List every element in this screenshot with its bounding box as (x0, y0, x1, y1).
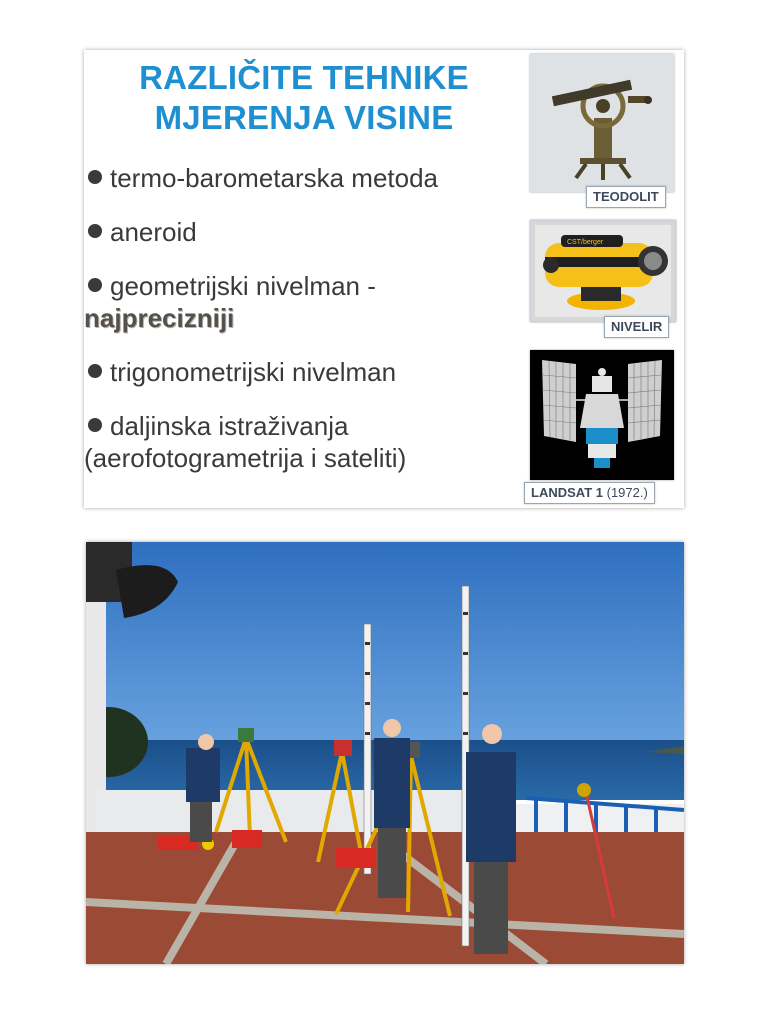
teodolit-image (530, 54, 674, 192)
bullet-dot-icon (88, 170, 102, 184)
caption-nivelir: NIVELIR (604, 316, 669, 338)
bullet-item (84, 216, 524, 248)
bullet-item (84, 410, 524, 474)
survey-team-photo-icon (86, 542, 684, 964)
caption-teodolit: TEODOLIT (586, 186, 666, 208)
caption-landsat-year: (1972.) (606, 485, 648, 500)
satellite-icon (530, 350, 674, 480)
theodolite-icon (530, 54, 674, 192)
slide (84, 50, 684, 508)
slide-title (84, 58, 524, 138)
bullet-text: trigonometrijski nivelman (110, 357, 397, 387)
bullet-text: geometrijski nivelman - (110, 271, 376, 301)
bullet-dot-icon (88, 418, 102, 432)
title-line-2: MJERENJA VISINE (154, 99, 454, 136)
bullet-emphasis: najprecizniji (84, 303, 235, 333)
bullet-continuation: (aerofotogrametrija i sateliti) (84, 443, 407, 473)
bullet-text: aneroid (110, 217, 197, 247)
bullet-dot-icon (88, 278, 102, 292)
bullet-dot-icon (88, 224, 102, 238)
landsat-image (530, 350, 674, 480)
level-instrument-icon (531, 221, 675, 321)
caption-landsat-name: LANDSAT 1 (531, 485, 603, 500)
bullet-text: daljinska istraživanja (110, 411, 349, 441)
bullet-dot-icon (88, 364, 102, 378)
svg-text:CST/berger: CST/berger (567, 239, 604, 246)
bullet-item (84, 356, 524, 388)
nivelir-image (530, 220, 676, 322)
title-line-1: RAZLIČITE TEHNIKE (139, 59, 469, 96)
bullet-list (84, 162, 524, 496)
bullet-item (84, 162, 524, 194)
bullet-text: termo-barometarska metoda (110, 163, 439, 193)
bullet-item (84, 270, 524, 334)
caption-landsat (524, 482, 655, 504)
survey-photo (86, 542, 684, 964)
